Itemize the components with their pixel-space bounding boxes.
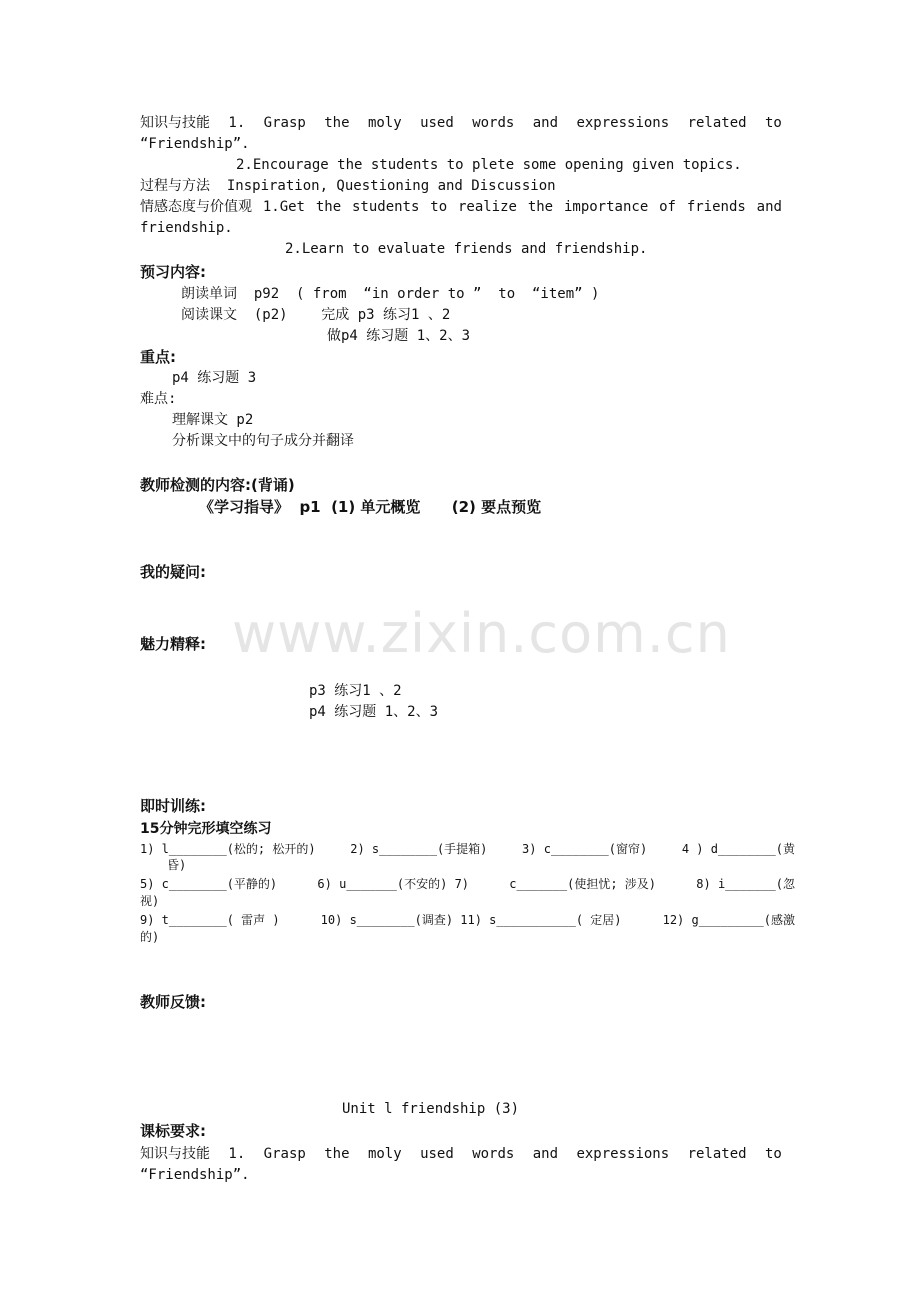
objective-line-repeat: [140, 1145, 782, 1163]
attitude-word: friends: [686, 199, 746, 215]
objective-word: and: [532, 1146, 559, 1162]
exercise-item: 3) c________(窗帘): [522, 842, 648, 856]
attitude-word: 1.Get: [262, 199, 305, 215]
objective-word: Grasp: [263, 115, 306, 131]
exercise-item: 1) l________(松的; 松开的): [140, 842, 316, 856]
exercise-row-1-cont: 昏): [167, 858, 187, 872]
objective-line-2: 2.Encourage the students to plete some opening given topics.: [236, 157, 742, 173]
attitude-word: students: [351, 199, 420, 215]
objective-word: 1.: [228, 1146, 246, 1162]
objective-word: words: [472, 115, 515, 131]
exercise-row-3: [140, 912, 795, 928]
exercise-item: 9) t________( 雷声 ): [140, 913, 280, 927]
exercise-item: 12) g_________(感激: [662, 913, 795, 927]
objective-word: moly: [367, 115, 402, 131]
attitude-word: realize: [457, 199, 517, 215]
objective-word: 知识与技能: [140, 115, 210, 131]
objective-word: words: [472, 1146, 515, 1162]
process-method-line: 过程与方法 Inspiration, Questioning and Discussion: [140, 178, 556, 194]
objective-word: expressions: [576, 1146, 670, 1162]
explanation-item-1: p3 练习1 、2: [309, 683, 402, 699]
exercise-item: 10) s________(调查) 11) s___________( 定居): [320, 913, 622, 927]
exercise-item: 4 ) d________(黄: [681, 842, 795, 856]
attitude-word: to: [430, 199, 448, 215]
unit-title: Unit l friendship (3): [342, 1101, 520, 1117]
preview-item-3: 做p4 练习题 1、2、3: [327, 328, 471, 344]
objective-word: to: [765, 1146, 782, 1162]
objective-word: used: [420, 115, 454, 131]
attitude-word: the: [315, 199, 342, 215]
objective-word: related: [687, 1146, 747, 1162]
exercise-item: 5) c________(平静的): [140, 877, 278, 891]
attitude-word: importance: [563, 199, 649, 215]
teacher-check-heading: 教师检测的内容:(背诵): [140, 476, 295, 494]
objective-word: 知识与技能: [140, 1146, 210, 1162]
standards-heading: 课标要求:: [140, 1122, 206, 1140]
objective-word: the: [324, 115, 350, 131]
objective-word: related: [687, 115, 747, 131]
attitude-word: of: [659, 199, 676, 215]
exercise-item: c_______(使担忧; 涉及): [509, 877, 656, 891]
objective-word: and: [532, 115, 559, 131]
key-points-heading: 重点:: [140, 348, 176, 366]
explanation-item-2: p4 练习题 1、2、3: [309, 704, 439, 720]
difficulty-1: 理解课文 p2: [172, 412, 254, 428]
attitude-word: the: [527, 199, 554, 215]
objective-word: 1.: [228, 115, 246, 131]
teacher-check-item: 《学习指导》 p1 (1) 单元概览 (2) 要点预览: [199, 498, 542, 516]
exercise-item: 8) i_______(忽: [696, 877, 795, 891]
exercise-row-1: [140, 841, 795, 857]
exercise-row-3-cont: 的): [140, 930, 160, 944]
exercise-row-2-cont: 视): [140, 894, 160, 908]
exercise-item: 2) s________(手提箱): [350, 842, 488, 856]
difficulty-2: 分析课文中的句子成分并翻译: [172, 433, 354, 449]
exercise-item: 6) u_______(不安的) 7): [317, 877, 470, 891]
preview-item-2: 阅读课文 (p2) 完成 p3 练习1 、2: [181, 307, 451, 323]
exercise-row-2: [140, 876, 795, 892]
objective-line-1-cont: “Friendship”.: [140, 136, 250, 152]
preview-item-1: 朗读单词 p92 ( from “in order to ” to “item” ): [181, 286, 600, 302]
my-questions-heading: 我的疑问:: [140, 563, 206, 581]
objective-word: the: [324, 1146, 350, 1162]
attitude-line-cont: friendship.: [140, 220, 233, 236]
explanation-heading: 魅力精释:: [140, 635, 206, 653]
objective-word: Grasp: [263, 1146, 306, 1162]
attitude-word: and: [756, 199, 782, 215]
cloze-heading: 15分钟完形填空练习: [140, 821, 272, 837]
objective-word: to: [765, 115, 782, 131]
preview-heading: 预习内容:: [140, 263, 206, 281]
objective-word: moly: [367, 1146, 402, 1162]
difficulty-heading: 难点:: [140, 391, 177, 407]
attitude-line-2: 2.Learn to evaluate friends and friendship.: [285, 241, 648, 257]
feedback-heading: 教师反馈:: [140, 993, 206, 1011]
objective-word: expressions: [576, 115, 670, 131]
attitude-line: [140, 198, 782, 216]
attitude-word: 情感态度与价值观: [140, 199, 252, 215]
watermark: www.zixin.com.cn: [232, 602, 731, 665]
key-point-1: p4 练习题 3: [172, 370, 257, 386]
objective-word: used: [420, 1146, 454, 1162]
training-heading: 即时训练:: [140, 797, 206, 815]
objective-line-1: [140, 114, 782, 132]
objective-line-repeat-cont: “Friendship”.: [140, 1167, 250, 1183]
